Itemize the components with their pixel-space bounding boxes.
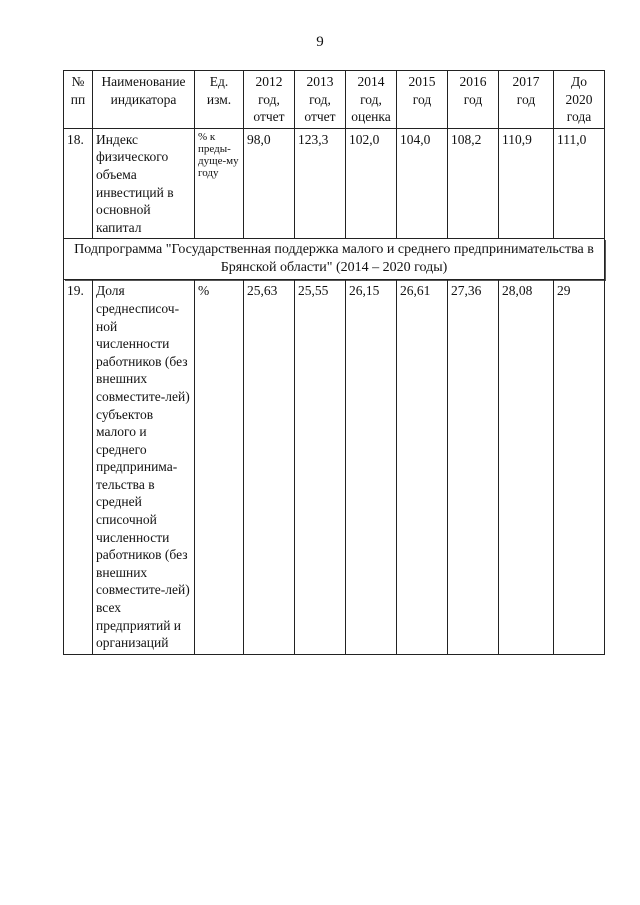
indicators-table <box>63 70 605 655</box>
header-2012: 2012 год, отчет <box>244 71 295 129</box>
header-num: № пп <box>64 71 93 129</box>
table-row <box>64 128 605 239</box>
header-2017: 2017 год <box>499 71 554 129</box>
value-2016: 27,36 <box>448 280 499 654</box>
value-2014: 26,15 <box>346 280 397 654</box>
indicator-name: Индекс физического объема инвестиций в основной капитал <box>93 128 195 239</box>
unit-cell: % <box>195 280 244 654</box>
subprogram-row <box>64 239 605 280</box>
subprogram-title: Подпрограмма "Государственная поддержка малого и среднего предпринимательства в Брянской области" (2014 – 2020 годы) <box>64 239 605 280</box>
value-2013: 123,3 <box>295 128 346 239</box>
indicator-name: Доля среднесписоч-ной численности работников (без внешних совместите-лей) субъектов малого и среднего предпринима-тельства в средней списочной численности работников (без внешних совместите-лей) всех предприятий и организаций <box>93 280 195 654</box>
value-2020: 29 <box>554 280 605 654</box>
value-2013: 25,55 <box>295 280 346 654</box>
row-number: 18. <box>64 128 93 239</box>
header-name: Наименование индикатора <box>93 71 195 129</box>
value-2015: 104,0 <box>397 128 448 239</box>
value-2014: 102,0 <box>346 128 397 239</box>
value-2017: 28,08 <box>499 280 554 654</box>
header-unit: Ед. изм. <box>195 71 244 129</box>
value-2020: 111,0 <box>554 128 605 239</box>
value-2012: 98,0 <box>244 128 295 239</box>
row-number: 19. <box>64 280 93 654</box>
value-2015: 26,61 <box>397 280 448 654</box>
header-2013: 2013 год, отчет <box>295 71 346 129</box>
header-2016: 2016 год <box>448 71 499 129</box>
header-2015: 2015 год <box>397 71 448 129</box>
table-header-row <box>64 71 605 129</box>
value-2017: 110,9 <box>499 128 554 239</box>
unit-cell: % к преды-дуще-му году <box>195 128 244 239</box>
page-number: 9 <box>316 34 324 50</box>
value-2016: 108,2 <box>448 128 499 239</box>
value-2012: 25,63 <box>244 280 295 654</box>
header-2014: 2014 год, оценка <box>346 71 397 129</box>
table-row <box>64 280 605 654</box>
header-2020: До 2020 года <box>554 71 605 129</box>
